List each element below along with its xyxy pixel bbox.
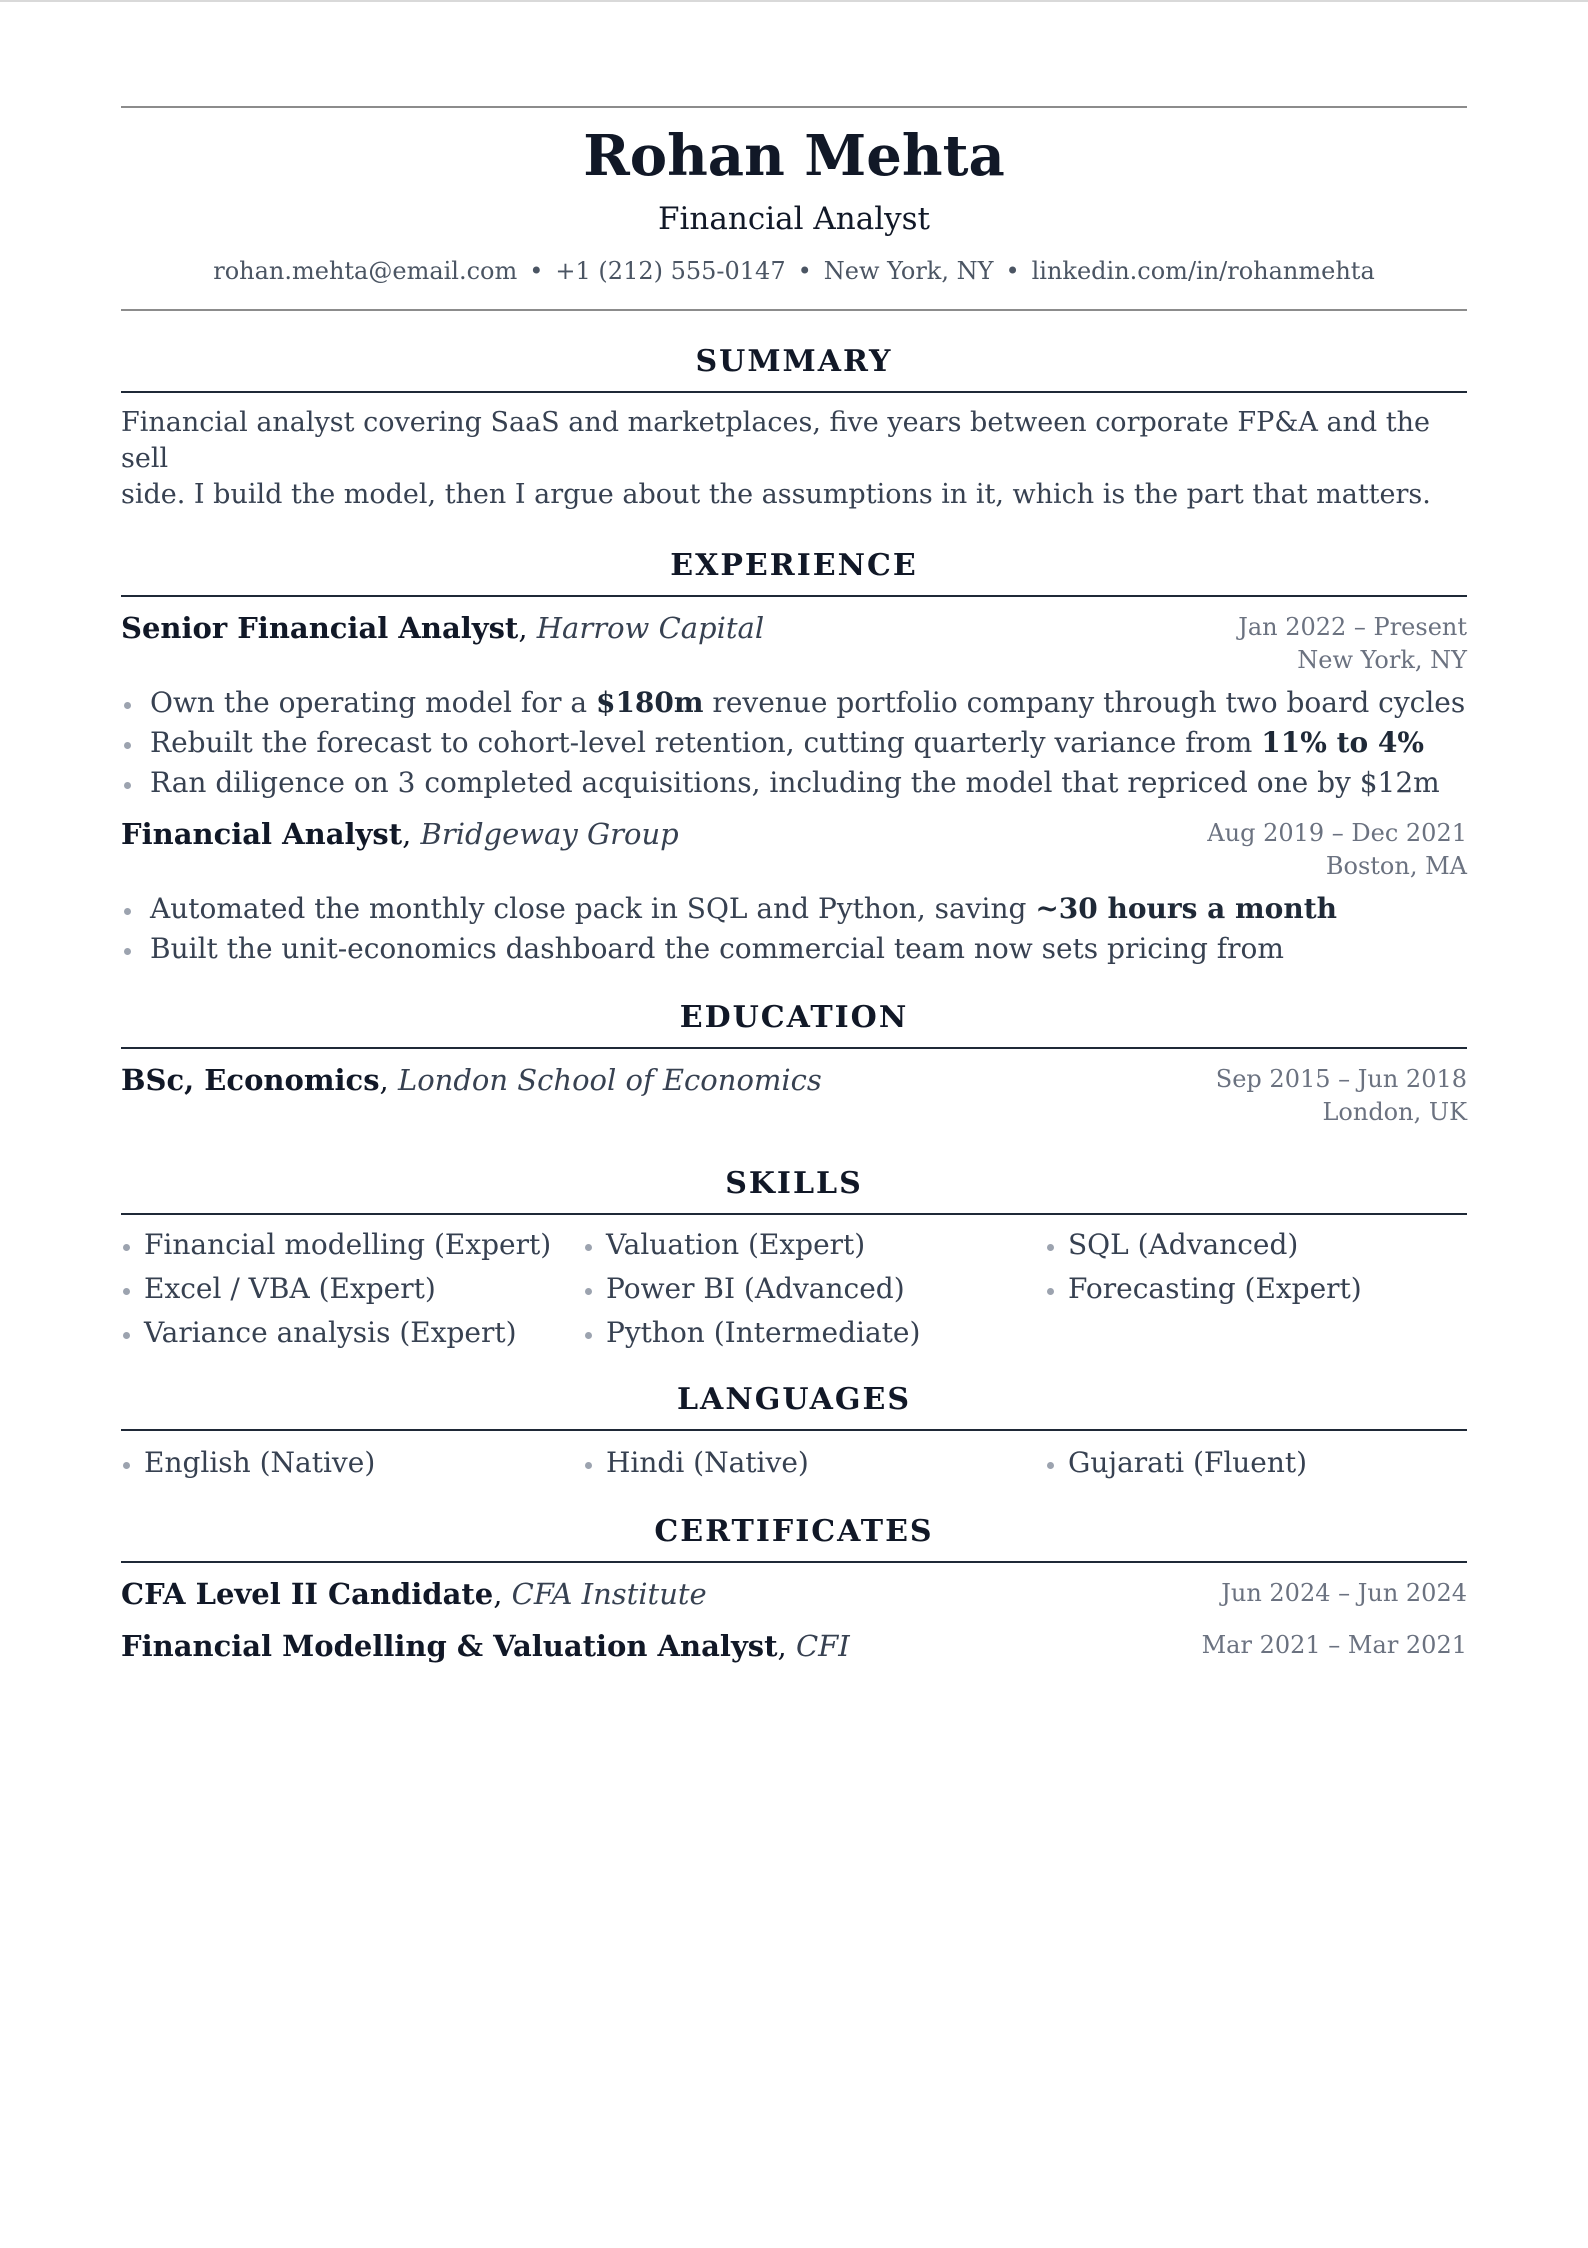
- certificate-entry: [121, 1577, 1467, 1611]
- job-bullets: [121, 683, 1467, 803]
- certificate-dates: Jun 2024 – Jun 2024: [1221, 1579, 1467, 1607]
- summary-line: Financial analyst covering SaaS and marketplaces, five years between corporate FP&A and the sell: [121, 407, 1431, 474]
- job-company: Bridgeway Group: [420, 817, 679, 851]
- entry-title: Financial Analyst, Bridgeway Group: [121, 817, 679, 851]
- skill-item: Variance analysis (Expert): [121, 1311, 583, 1355]
- entry-meta: [1216, 1063, 1467, 1129]
- entry-header: [121, 817, 1467, 883]
- contact-phone[interactable]: +1 (212) 555-0147: [555, 257, 786, 285]
- resume-content: [121, 2, 1467, 1663]
- contact-email[interactable]: rohan.mehta@email.com: [213, 257, 518, 285]
- contact-separator: •: [1005, 257, 1020, 285]
- bullet-item: Ran diligence on 3 completed acquisitions, including the model that repriced one by $12m: [121, 763, 1467, 803]
- entry-meta: [1207, 817, 1467, 883]
- languages-grid: [121, 1441, 1467, 1485]
- certificate-name: Financial Modelling & Valuation Analyst: [121, 1629, 778, 1663]
- header-top-rule: [121, 106, 1467, 108]
- certificate-issuer: CFI: [795, 1629, 850, 1663]
- section-title-experience: EXPERIENCE: [670, 548, 918, 583]
- skills-grid: [121, 1223, 1467, 1355]
- section-title-languages: LANGUAGES: [676, 1382, 912, 1417]
- language-item: English (Native): [121, 1441, 583, 1485]
- section-title-summary: SUMMARY: [695, 344, 893, 379]
- experience-entry: [121, 817, 1467, 969]
- skill-item: Power BI (Advanced): [583, 1267, 1045, 1311]
- bullet-item: Own the operating model for a $180m revenue portfolio company through two board cycles: [121, 683, 1467, 723]
- entry-meta: [1238, 611, 1467, 677]
- section-title-education: EDUCATION: [679, 1000, 909, 1035]
- certificate-name: CFA Level II Candidate: [121, 1577, 494, 1611]
- certificate-issuer: CFA Institute: [511, 1577, 707, 1611]
- job-location: Boston, MA: [1325, 852, 1467, 880]
- language-item: Gujarati (Fluent): [1045, 1441, 1467, 1485]
- certificate-dates: Mar 2021 – Mar 2021: [1201, 1631, 1467, 1659]
- experience-entry: [121, 611, 1467, 803]
- candidate-headline: Financial Analyst: [658, 201, 930, 237]
- education-entry: [121, 1063, 1467, 1129]
- section-title-skills: SKILLS: [725, 1166, 863, 1201]
- job-bullets: [121, 889, 1467, 969]
- summary-text: [121, 405, 1467, 513]
- skill-item: Forecasting (Expert): [1045, 1267, 1467, 1311]
- entry-title: BSc, Economics, London School of Economics: [121, 1063, 822, 1097]
- job-role: Financial Analyst: [121, 817, 403, 851]
- job-location: New York, NY: [1297, 646, 1467, 674]
- skill-item: Excel / VBA (Expert): [121, 1267, 583, 1311]
- bullet-item: Built the unit-economics dashboard the commercial team now sets pricing from: [121, 929, 1467, 969]
- skill-item: Financial modelling (Expert): [121, 1223, 583, 1267]
- certificate-entry: [121, 1629, 1467, 1663]
- school: London School of Economics: [397, 1063, 822, 1097]
- skill-item: SQL (Advanced): [1045, 1223, 1467, 1267]
- job-dates: Aug 2019 – Dec 2021: [1207, 819, 1467, 847]
- skill-item: Python (Intermediate): [583, 1311, 1045, 1355]
- contact-separator: •: [529, 257, 544, 285]
- entry-title: Financial Modelling & Valuation Analyst, CFI: [121, 1629, 850, 1663]
- education-dates: Sep 2015 – Jun 2018: [1215, 1065, 1467, 1093]
- summary-line: side. I build the model, then I argue about the assumptions in it, which is the part that matters.: [121, 479, 1431, 510]
- bullet-item: Rebuilt the forecast to cohort-level retention, cutting quarterly variance from 11% to 4%: [121, 723, 1467, 763]
- entry-header: [121, 611, 1467, 677]
- contact-line: [121, 259, 1467, 283]
- contact-separator: •: [797, 257, 812, 285]
- education-location: London, UK: [1322, 1098, 1467, 1126]
- section-title-certificates: CERTIFICATES: [654, 1514, 934, 1549]
- entry-title: CFA Level II Candidate, CFA Institute: [121, 1577, 707, 1611]
- degree: BSc, Economics: [121, 1063, 380, 1097]
- language-item: Hindi (Native): [583, 1441, 1045, 1485]
- job-dates: Jan 2022 – Present: [1238, 613, 1467, 641]
- skill-item: Valuation (Expert): [583, 1223, 1045, 1267]
- entry-title: Senior Financial Analyst, Harrow Capital: [121, 611, 765, 645]
- candidate-name: Rohan Mehta: [583, 123, 1005, 189]
- job-company: Harrow Capital: [536, 611, 765, 645]
- job-role: Senior Financial Analyst: [121, 611, 519, 645]
- contact-linkedin[interactable]: linkedin.com/in/rohanmehta: [1031, 257, 1375, 285]
- contact-location: New York, NY: [823, 257, 994, 285]
- bullet-item: Automated the monthly close pack in SQL and Python, saving ~30 hours a month: [121, 889, 1467, 929]
